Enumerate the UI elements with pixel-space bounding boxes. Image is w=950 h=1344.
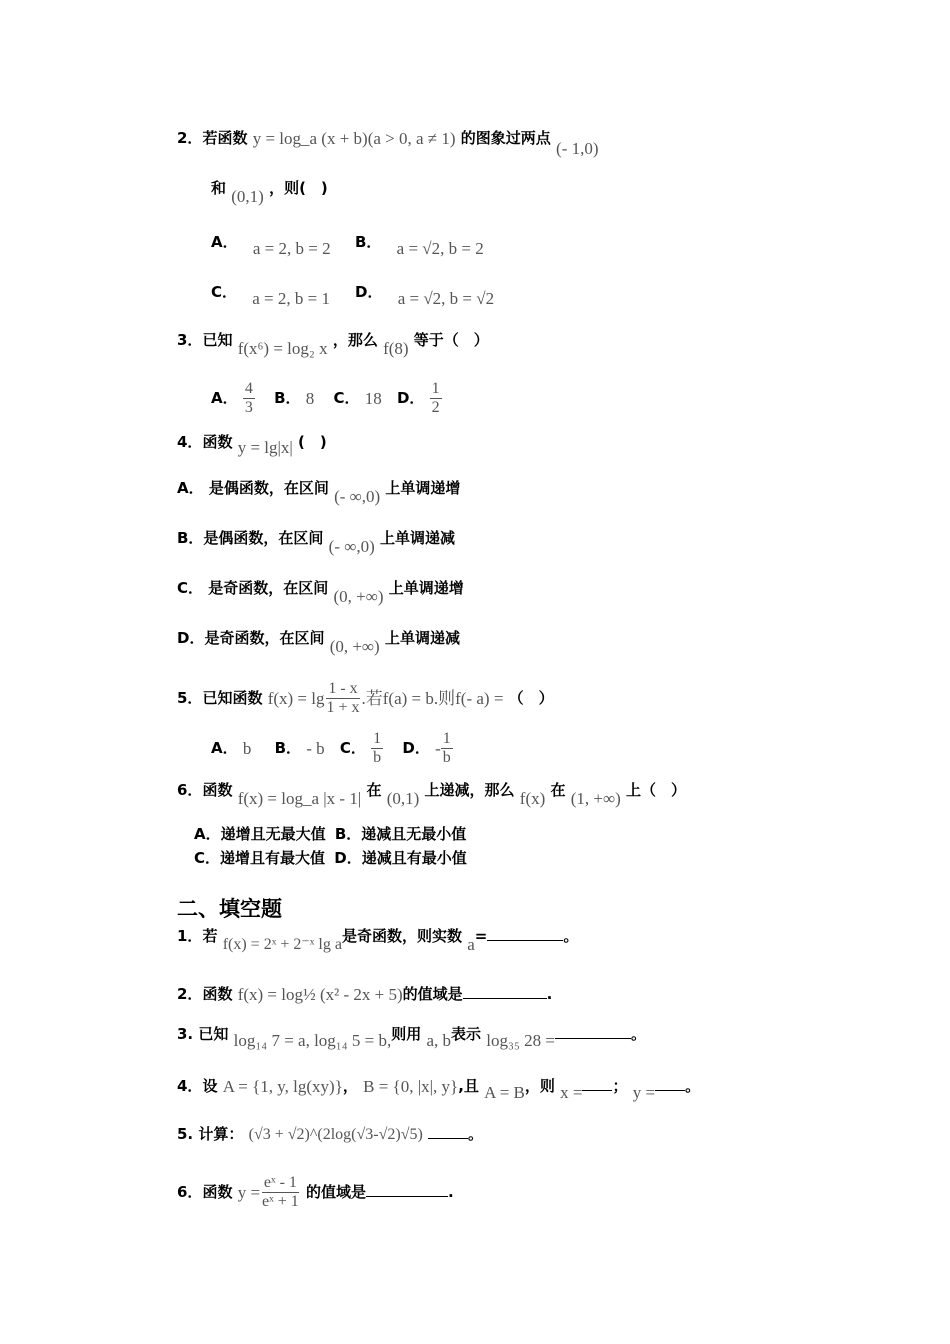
q3-text: 等于（ ）: [413, 331, 489, 349]
f3-expression-2: log₃₅ 28 =: [486, 1030, 555, 1050]
q4-number: 4．: [177, 433, 203, 451]
q4-option-a: [177, 478, 461, 506]
option-label: A．: [211, 233, 238, 251]
q2-point-1: (- 1,0): [556, 138, 599, 158]
q6-line1: [177, 780, 687, 808]
q3-f8: f(8): [383, 338, 409, 358]
option-text: 上单调递减: [384, 629, 460, 647]
q5-option-d-value: [441, 730, 453, 767]
denominator: eˣ + 1: [262, 1193, 299, 1210]
q3-text: 已知: [202, 331, 233, 349]
q2-text: ，则( ): [269, 179, 328, 197]
q2-text: 和: [211, 179, 227, 197]
answer-blank[interactable]: [428, 1124, 468, 1139]
f6-expression: y =: [237, 1182, 261, 1202]
f6-line: [177, 1170, 454, 1215]
q5-fraction: [324, 680, 361, 717]
interval: (0, +∞): [329, 636, 380, 656]
f1-expression: f(x) = 2ˣ + 2⁻ˣ lg a: [222, 935, 342, 953]
f5-number: 5.: [177, 1125, 194, 1143]
f4-text: ，: [342, 1077, 358, 1095]
q4-line1: [177, 432, 327, 457]
f1-line: [177, 926, 579, 954]
q6-option-d: D．递减且有最小值: [334, 849, 467, 867]
f6-text: 函数: [202, 1183, 233, 1201]
f2-expression: f(x) = log½ (x² - 2x + 5): [237, 984, 403, 1004]
option-label: B．是偶函数，在区间: [177, 529, 324, 547]
f4-line: [177, 1076, 701, 1102]
option-label: C．: [333, 389, 360, 407]
q5-number: 5．: [177, 689, 203, 707]
f5-expression: (√3 + √2)^(2log(√3-√2)√5): [248, 1125, 423, 1143]
answer-blank[interactable]: [487, 926, 563, 941]
f3-variables: a, b: [426, 1030, 452, 1050]
denominator: 3: [244, 399, 253, 416]
q3-text: ，那么: [332, 331, 378, 349]
f4-text: ；: [612, 1077, 628, 1095]
q5-expression-tail: .若f(a) = b.则f(- a) =: [361, 688, 504, 708]
f6-number: 6．: [177, 1183, 203, 1201]
q2-expression: y = log_a (x + b)(a > 0, a ≠ 1): [252, 128, 456, 148]
q5-line1: [177, 676, 554, 721]
answer-blank-y[interactable]: [655, 1076, 685, 1091]
q3-line1: [177, 330, 489, 358]
q3-option-c-value: 18: [364, 388, 382, 408]
f3-text: 已知: [198, 1025, 229, 1043]
option-label: D．: [355, 283, 383, 301]
denominator: b: [373, 749, 382, 766]
answer-blank[interactable]: [366, 1182, 448, 1197]
f4-x: x =: [560, 1082, 583, 1102]
option-text: 上单调递增: [385, 479, 461, 497]
numerator: 1: [373, 730, 382, 747]
f2-text: .: [546, 985, 553, 1003]
f6-text: .: [448, 1183, 454, 1201]
q6-option-a: A．递增且无最大值: [194, 825, 326, 843]
q2-option-d: [355, 282, 495, 308]
f4-set-b: B = {0, |x|, y}: [363, 1076, 459, 1096]
denominator: b: [442, 749, 451, 766]
interval: (- ∞,0): [328, 536, 375, 556]
f4-y: y =: [632, 1082, 656, 1102]
f3-text: 则用: [391, 1025, 422, 1043]
f4-text: 设: [202, 1077, 218, 1095]
option-label: B．: [274, 739, 302, 757]
q2-line2: [211, 178, 328, 206]
q2-number: 2．: [177, 129, 203, 147]
q6-text: 上（ ）: [626, 781, 687, 799]
f4-text: 。: [685, 1077, 701, 1095]
q2-option-c-value: a = 2, b = 1: [252, 288, 330, 308]
q6-text: 在: [550, 781, 566, 799]
q3-option-b-value: 8: [305, 388, 315, 408]
interval: (0, +∞): [333, 586, 384, 606]
minus-sign: -: [435, 738, 441, 758]
q5-text: 已知函数: [202, 689, 263, 707]
option-label: A． 是偶函数，在区间: [177, 479, 329, 497]
q5-text: （ ）: [508, 689, 554, 707]
f4-set-a: A = {1, y, lg(xy)}: [222, 1076, 343, 1096]
q2-option-d-value: a = √2, b = √2: [397, 288, 495, 308]
option-label: A．: [211, 389, 238, 407]
q5-option-c-value: [371, 730, 383, 767]
numerator: eˣ - 1: [263, 1174, 297, 1191]
f3-expression: log₁₄ 7 = a, log₁₄ 5 = b,: [233, 1030, 392, 1050]
f2-text: 函数: [202, 985, 233, 1003]
f1-text: 若: [202, 927, 218, 945]
interval: (0,1): [386, 788, 420, 808]
answer-blank-x[interactable]: [582, 1076, 612, 1091]
numerator: 1: [442, 730, 451, 747]
f1-text: 。: [563, 927, 579, 945]
q6-expression: f(x) = log_a |x - 1|: [237, 788, 362, 808]
q4-option-c: [177, 578, 464, 606]
option-text: 上单调递增: [388, 579, 464, 597]
option-label: C． 是奇函数，在区间: [177, 579, 329, 597]
f2-line: [177, 984, 552, 1005]
q2-text: 的图象过两点: [460, 129, 551, 147]
option-label: D．是奇函数，在区间: [177, 629, 325, 647]
f5-line: [177, 1124, 483, 1145]
f2-text: 的值域是: [402, 985, 463, 1003]
f3-line: [177, 1024, 646, 1050]
q6-options-row2: [194, 848, 467, 868]
f6-text: 的值域是: [306, 1183, 367, 1201]
q4-expression: y = lg|x|: [237, 437, 293, 457]
q3-number: 3．: [177, 331, 203, 349]
numerator: 1: [431, 380, 440, 397]
denominator: 1 + x: [326, 699, 360, 716]
q6-option-c: C．递增且有最大值: [194, 849, 326, 867]
numerator: 1 - x: [328, 680, 358, 697]
f1-text: 是奇函数，则实数: [341, 927, 462, 945]
q4-option-b: [177, 528, 456, 556]
option-label: D．: [396, 389, 425, 407]
q2-line1: [177, 128, 599, 158]
option-label: C．: [339, 739, 366, 757]
q2-point-2: (0,1): [231, 186, 264, 206]
f1-text: =: [474, 927, 488, 945]
option-label: A．: [211, 739, 238, 757]
q6-fx: f(x): [519, 788, 546, 808]
q6-options-row1: [194, 824, 466, 844]
f5-text: 。: [468, 1125, 484, 1143]
f3-text: 。: [630, 1025, 646, 1043]
q6-text: 在: [366, 781, 382, 799]
f3-number: 3.: [177, 1025, 194, 1043]
f3-text: 表示: [451, 1025, 482, 1043]
numerator: 4: [244, 380, 253, 397]
q6-number: 6．: [177, 781, 203, 799]
q6-option-b: B．递减且无最小值: [334, 825, 467, 843]
f4-text: ，则: [524, 1077, 555, 1095]
f4-text: ,且: [458, 1077, 479, 1095]
interval: (- ∞,0): [334, 486, 381, 506]
q4-text: 函数: [202, 433, 233, 451]
q3-options: [211, 378, 442, 419]
q4-option-d: [177, 628, 460, 656]
q6-text: 上递减，那么: [424, 781, 515, 799]
interval: (1, +∞): [570, 788, 621, 808]
q2-option-b-value: a = √2, b = 2: [396, 238, 484, 258]
q3-option-d-value: [430, 380, 442, 417]
q5-expression: f(x) = lg: [267, 688, 325, 708]
section-title: 二、填空题: [177, 897, 282, 921]
option-label: C．: [211, 283, 238, 301]
q4-text: ( ): [298, 433, 327, 451]
q5-options: [211, 726, 453, 771]
q2-option-a-value: a = 2, b = 2: [252, 238, 331, 258]
f1-number: 1．: [177, 927, 203, 945]
q3-option-a-value: [243, 380, 255, 417]
q3-expression: f(x⁶) = log₂ x: [237, 338, 328, 358]
f4-number: 4．: [177, 1077, 203, 1095]
option-label: B．: [274, 389, 301, 407]
f1-variable: a: [467, 934, 475, 954]
q5-option-b-value: - b: [306, 738, 325, 758]
q2-option-c: [211, 282, 330, 308]
q2-option-a: [211, 232, 331, 258]
option-text: 上单调递减: [380, 529, 456, 547]
q2-text: 若函数: [202, 129, 248, 147]
denominator: 2: [431, 399, 440, 416]
answer-blank[interactable]: [555, 1024, 631, 1039]
f2-number: 2．: [177, 985, 203, 1003]
f6-fraction: [260, 1174, 301, 1211]
q5-option-a-value: b: [242, 738, 252, 758]
f4-equation: A = B: [484, 1082, 525, 1102]
f5-text: 计算：: [198, 1125, 244, 1143]
answer-blank[interactable]: [463, 984, 547, 999]
q2-option-b: [355, 232, 484, 258]
q6-text: 函数: [202, 781, 233, 799]
option-label: B．: [355, 233, 382, 251]
option-label: D．: [402, 739, 430, 757]
